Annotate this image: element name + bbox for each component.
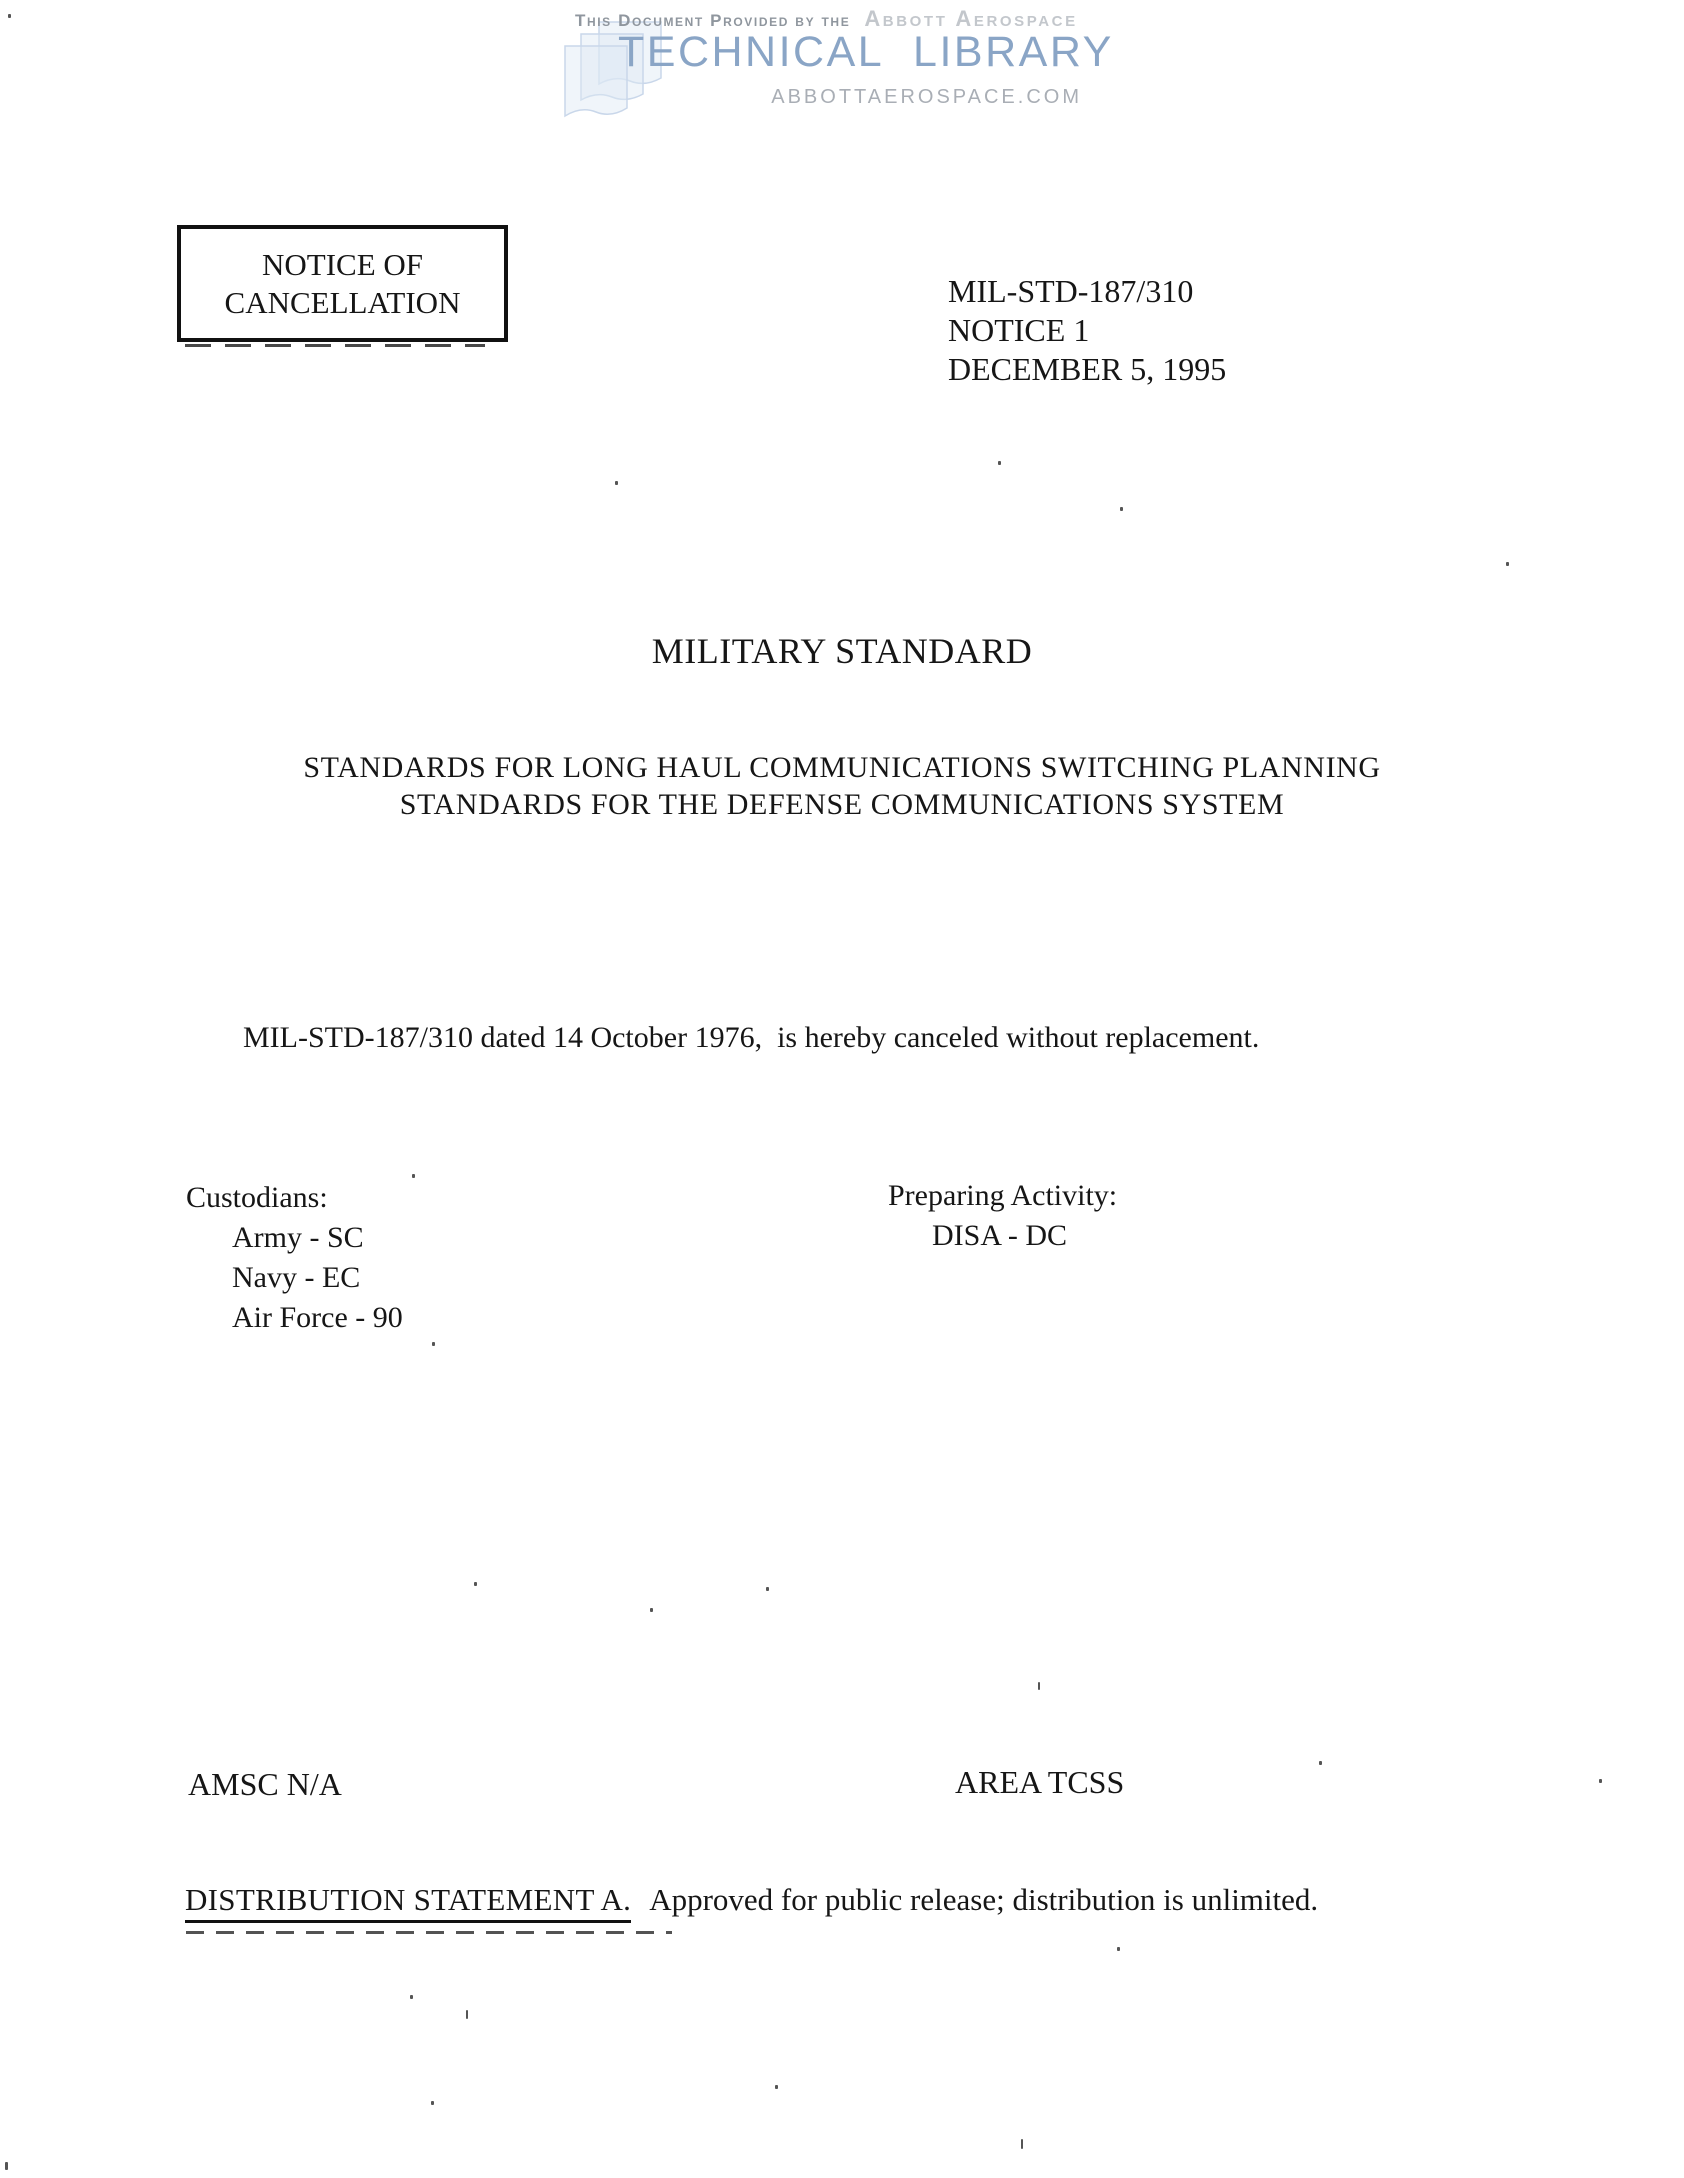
custodians-label: Custodians: — [186, 1181, 328, 1214]
scan-artifact-line — [185, 344, 485, 347]
scan-speck — [5, 2162, 8, 2170]
document-id-block — [948, 272, 1226, 389]
watermark-brand-text: Abbott Aerospace — [864, 6, 1078, 31]
title-line2: STANDARDS FOR THE DEFENSE COMMUNICATIONS SYSTEM — [399, 788, 1285, 821]
custodian-navy: Navy - EC — [232, 1261, 361, 1294]
distribution-statement-text: Approved for public release; distribution is unlimited. — [649, 1882, 1319, 1917]
area-code: AREA TCSS — [955, 1764, 1125, 1800]
scan-speck — [998, 461, 1001, 465]
scan-speck — [8, 14, 11, 18]
preparing-activity-label: Preparing Activity: — [888, 1179, 1118, 1212]
scan-speck — [1021, 2139, 1023, 2149]
scan-speck — [1319, 1761, 1322, 1765]
scan-speck — [412, 1174, 415, 1178]
title-line1: STANDARDS FOR LONG HAUL COMMUNICATIONS SWITCHING PLANNING — [303, 751, 1381, 784]
scan-speck — [466, 2010, 468, 2019]
notice-box-line1: NOTICE OF — [261, 246, 424, 282]
scan-speck — [615, 481, 618, 485]
notice-box-line2: CANCELLATION — [224, 284, 461, 320]
preparing-activity-value: DISA - DC — [932, 1219, 1068, 1252]
scan-speck — [1038, 1682, 1040, 1690]
custodian-army: Army - SC — [232, 1221, 364, 1254]
scan-speck — [775, 2085, 778, 2089]
distribution-statement — [185, 1882, 1318, 1918]
cancellation-statement: MIL-STD-187/310 dated 14 October 1976, is hereby canceled without replacement. — [243, 1021, 1260, 1054]
amsc-code: AMSC N/A — [188, 1766, 342, 1802]
distribution-statement-label: DISTRIBUTION STATEMENT A. — [185, 1882, 631, 1923]
custodian-air-force: Air Force - 90 — [232, 1301, 403, 1334]
scan-speck — [474, 1582, 477, 1586]
scan-speck — [410, 1995, 413, 1999]
watermark-library-title: TECHNICAL LIBRARY — [618, 28, 1114, 76]
scan-speck — [766, 1587, 769, 1591]
scan-speck — [1506, 562, 1509, 566]
scan-speck — [1599, 1779, 1602, 1783]
doc-notice-number: NOTICE 1 — [948, 312, 1090, 348]
custodians-block — [186, 1178, 403, 1338]
doc-standard-number: MIL-STD-187/310 — [948, 273, 1194, 309]
military-standard-heading: MILITARY STANDARD — [651, 631, 1033, 671]
watermark-domain-text: ABBOTTAEROSPACE.COM — [771, 86, 1082, 108]
watermark-provided-text: This Document Provided by the — [575, 11, 851, 30]
scan-speck — [1117, 1947, 1120, 1951]
notice-of-cancellation-box — [177, 225, 508, 342]
scan-speck — [650, 1608, 653, 1612]
preparing-activity-block — [888, 1176, 1117, 1256]
scan-artifact-line — [186, 1931, 672, 1934]
scan-speck — [431, 2101, 434, 2105]
doc-date: DECEMBER 5, 1995 — [948, 351, 1227, 387]
document-title — [0, 749, 1684, 823]
scan-speck — [432, 1342, 435, 1346]
scan-speck — [1120, 507, 1123, 511]
